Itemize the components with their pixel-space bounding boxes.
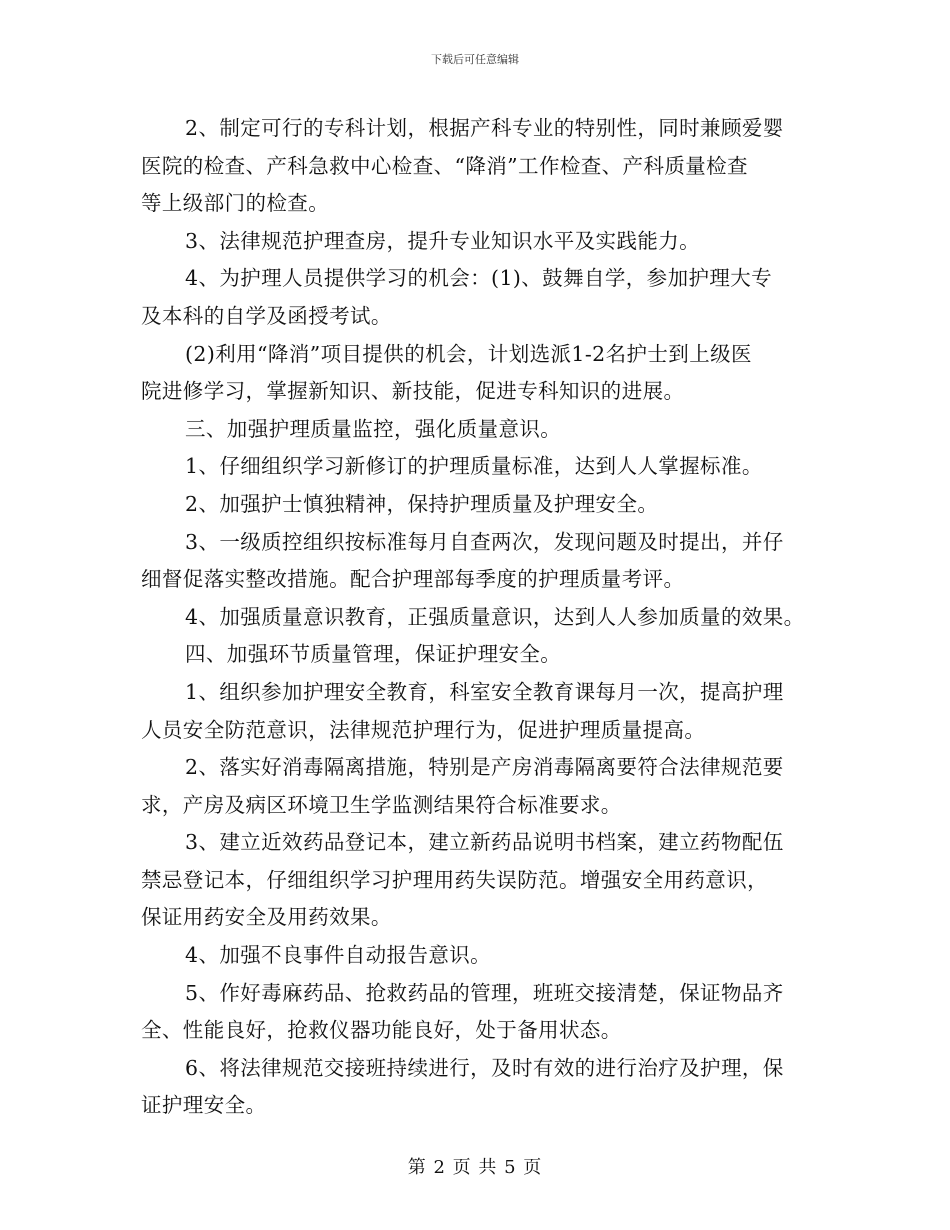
text-line: 人员安全防范意识，法律规范护理行为，促进护理质量提高。 [141, 717, 706, 742]
text-line: 保证用药安全及用药效果。 [141, 905, 392, 930]
text-line: 细督促落实整改措施。配合护理部每季度的护理质量考评。 [141, 567, 685, 592]
header-note: 下载后可任意编辑 [431, 53, 519, 66]
text-line: 2、落实好消毒隔离措施，特别是产房消毒隔离要符合法律规范要 [185, 755, 784, 780]
text-line: 求，产房及病区环境卫生学监测结果符合标准要求。 [141, 792, 622, 817]
text-line: 2、制定可行的专科计划，根据产科专业的特别性，同时兼顾爱婴 [185, 116, 784, 140]
text-line: 4、加强质量意识教育，正强质量意识，达到人人参加质量的效果。 [185, 604, 805, 629]
text-line: 禁忌登记本，仔细组织学习护理用药失误防范。增强安全用药意识， [141, 867, 768, 892]
text-line: 1、仔细组织学习新修订的护理质量标准，达到人人掌握标准。 [185, 454, 763, 479]
text-line: 三、加强护理质量监控，强化质量意识。 [185, 416, 562, 441]
page-number-footer: 第 2 页 共 5 页 [407, 1157, 543, 1178]
text-line: 3、建立近效药品登记本，建立新药品说明书档案，建立药物配伍 [185, 830, 784, 855]
text-line: (2)利用“降消”项目提供的机会，计划选派1-2名护士到上级医 [185, 341, 752, 366]
text-line: 1、组织参加护理安全教育，科室安全教育课每月一次，提高护理 [185, 679, 784, 704]
text-line: 6、将法律规范交接班持续进行，及时有效的进行治疗及护理，保 [185, 1055, 784, 1080]
text-line: 医院的检查、产科急救中心检查、“降消”工作检查、产科质量检查 [141, 153, 748, 178]
text-line: 四、加强环节质量管理，保证护理安全。 [185, 642, 562, 667]
text-line: 及本科的自学及函授考试。 [141, 303, 392, 328]
text-line: 等上级部门的检查。 [141, 191, 330, 216]
text-line: 3、法律规范护理查房，提升专业知识水平及实践能力。 [185, 228, 701, 253]
text-line: 5、作好毒麻药品、抢救药品的管理，班班交接清楚，保证物品齐 [185, 980, 784, 1005]
text-line: 3、一级质控组织按标准每月自查两次，发现问题及时提出，并仔 [185, 529, 784, 554]
text-line: 4、加强不良事件自动报告意识。 [185, 943, 492, 968]
document-body [141, 110, 821, 1125]
text-line: 2、加强护士慎独精神，保持护理质量及护理安全。 [185, 491, 659, 516]
text-line: 4、为护理人员提供学习的机会：(1)、鼓舞自学，参加护理大专 [185, 266, 773, 291]
text-line: 院进修学习，掌握新知识、新技能，促进专科知识的进展。 [141, 379, 685, 404]
text-line: 证护理安全。 [141, 1093, 267, 1118]
text-line: 全、性能良好，抢救仪器功能良好，处于备用状态。 [141, 1018, 622, 1043]
